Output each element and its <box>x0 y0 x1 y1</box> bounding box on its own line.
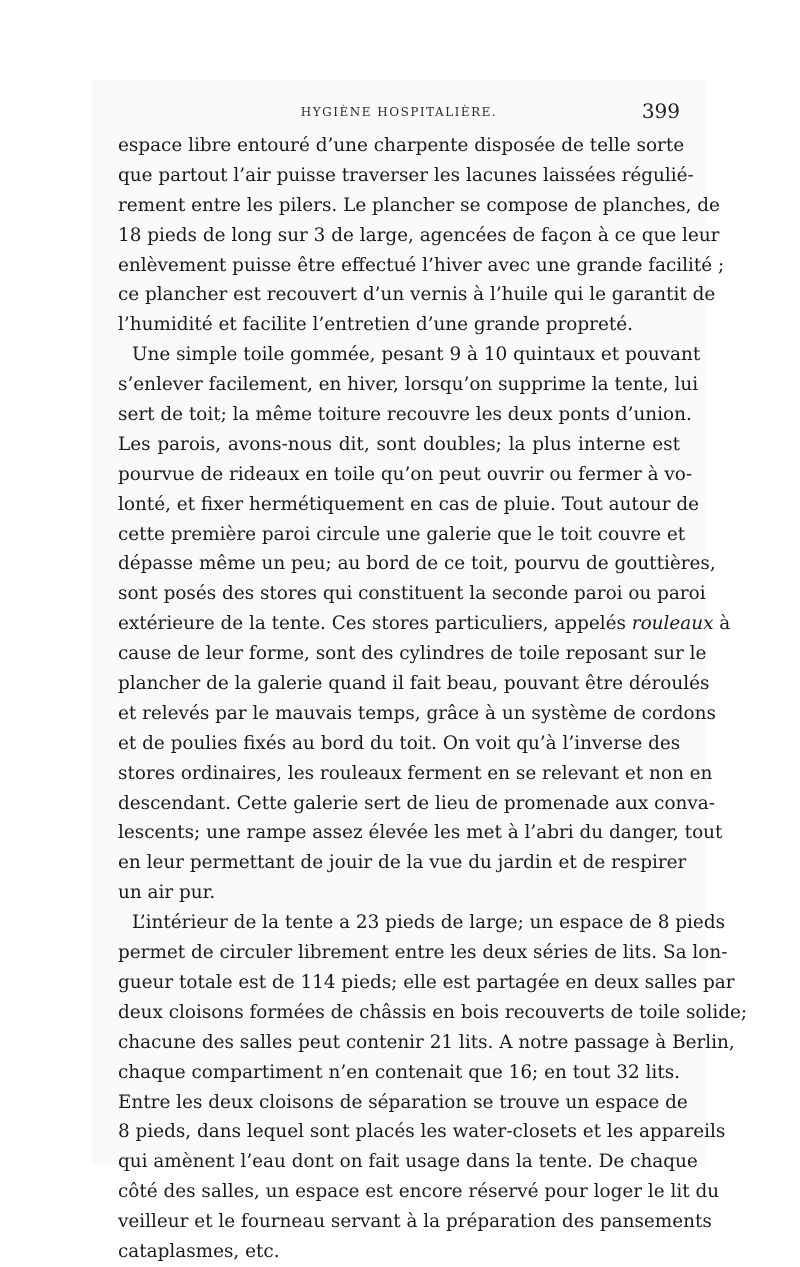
text-line-content: 18 pieds de long sur 3 de large, agencées de façon à ce que leur <box>118 224 720 246</box>
text-line-content: enlèvement puisse être effectué l’hiver avec une grande facilité ; <box>118 254 725 276</box>
text-line <box>118 520 686 550</box>
page-number: 399 <box>641 99 680 123</box>
text-line <box>118 251 725 281</box>
text-line-content: Entre les deux cloisons de séparation se trouve un espace de <box>118 1091 688 1113</box>
text-line-content: Les parois, avons-nous dit, sont doubles; la plus interne est <box>118 433 680 455</box>
text-line-content: sert de toit; la même toiture recouvre les deux ponts d’union. <box>118 404 692 426</box>
text-line <box>118 1088 688 1118</box>
text-line <box>118 818 723 848</box>
text-line <box>118 759 713 789</box>
text-line-content: extérieure de la tente. Ces stores particuliers, appelés <box>118 613 632 635</box>
text-line-content: L’intérieur de la tente a 23 pieds de large; un espace de 8 pieds <box>132 912 726 934</box>
text-line-content: permet de circuler librement entre les deux séries de lits. Sa lon- <box>118 942 728 964</box>
text-line-content: gueur totale est de 114 pieds; elle est partagée en deux salles par <box>118 971 735 993</box>
text-line <box>118 549 716 579</box>
text-line-content: cataplasmes, etc. <box>118 1240 280 1262</box>
text-line <box>118 848 687 878</box>
text-line <box>118 968 735 998</box>
text-line <box>118 609 731 639</box>
text-line <box>118 878 680 908</box>
text-line <box>118 729 680 759</box>
text-line <box>118 460 693 490</box>
italic-term: rouleaux <box>631 613 714 635</box>
text-line-content: chaque compartiment n’en contenait que 16; en tout 32 lits. <box>118 1061 680 1083</box>
text-line <box>118 1147 698 1177</box>
text-line-content: l’humidité et facilite l’entretien d’une grande propreté. <box>118 314 633 336</box>
text-line-content: cause de leur forme, sont des cylindres de toile reposant sur le <box>118 643 707 665</box>
text-line-content: ce plancher est recouvert d’un vernis à l’huile qui le garantit de <box>118 284 716 306</box>
text-line-content: en leur permettant de jouir de la vue du jardin et de respirer <box>118 852 687 874</box>
text-line-content: s’enlever facilement, en hiver, lorsqu’on supprime la tente, lui <box>118 374 699 396</box>
text-line-content: espace libre entouré d’une charpente disposée de telle sorte <box>118 135 685 156</box>
text-line-tail: à <box>713 613 731 635</box>
text-line <box>118 340 701 370</box>
text-line <box>118 310 680 340</box>
text-line-content: et de poulies fixés au bord du toit. On voit qu’à l’inverse des <box>118 732 681 754</box>
text-line <box>118 1028 735 1058</box>
text-line-content: sont posés des stores qui constituent la seconde paroi ou paroi <box>118 583 706 605</box>
text-line-content: un air pur. <box>118 882 216 904</box>
text-line-content: rement entre les pilers. Le plancher se compose de planches, de <box>118 194 720 216</box>
text-line <box>118 161 694 191</box>
text-line <box>118 191 720 221</box>
text-line <box>118 579 706 609</box>
text-line-content: que partout l’air puisse traverser les lacunes laissées régulié- <box>118 164 694 186</box>
text-line <box>118 669 710 699</box>
text-line-content: côté des salles, un espace est encore réservé pour loger le lit du <box>118 1181 720 1203</box>
text-line <box>118 490 700 520</box>
text-line <box>118 639 707 669</box>
text-line <box>118 938 728 968</box>
text-line-content: cette première paroi circule une galerie que le toit couvre et <box>118 523 686 545</box>
text-line <box>118 1177 720 1207</box>
text-line <box>118 1117 726 1147</box>
text-line <box>118 280 716 310</box>
text-line-content: veilleur et le fourneau servant à la préparation des pansements <box>118 1211 712 1233</box>
body-text <box>118 131 748 1267</box>
running-title: HYGIÈNE HOSPITALIÈRE. <box>300 105 498 119</box>
text-line <box>118 221 720 251</box>
text-line-content: plancher de la galerie quand il fait beau, pouvant être déroulés <box>118 673 710 695</box>
text-line <box>118 1237 680 1267</box>
text-line <box>118 998 748 1028</box>
text-line-content: lescents; une rampe assez élevée les met à l’abri du danger, tout <box>118 822 723 844</box>
text-line-content: qui amènent l’eau dont on fait usage dans la tente. De chaque <box>118 1151 698 1173</box>
text-line <box>118 1207 712 1237</box>
text-line-content: lonté, et fixer hermétiquement en cas de pluie. Tout autour de <box>118 493 700 515</box>
running-head <box>118 99 680 125</box>
text-line <box>118 430 680 460</box>
text-line <box>118 699 716 729</box>
text-line-content: descendant. Cette galerie sert de lieu de promenade aux conva- <box>118 792 715 814</box>
text-line-content: 8 pieds, dans lequel sont placés les water-closets et les appareils <box>118 1121 726 1143</box>
text-line-content: deux cloisons formées de châssis en bois recouverts de toile solide; <box>118 1001 748 1023</box>
text-line-content: pourvue de rideaux en toile qu’on peut ouvrir ou fermer à vo- <box>118 463 693 485</box>
text-line <box>118 400 692 430</box>
text-line <box>118 131 685 161</box>
text-line <box>118 1058 680 1088</box>
text-line <box>118 370 699 400</box>
text-line <box>118 908 726 938</box>
text-line-content: dépasse même un peu; au bord de ce toit, pourvu de gouttières, <box>118 553 716 575</box>
text-line-content: et relevés par le mauvais temps, grâce à un système de cordons <box>118 702 716 724</box>
text-line <box>118 789 715 819</box>
text-line-content: Une simple toile gommée, pesant 9 à 10 quintaux et pouvant <box>132 344 701 366</box>
text-line-content: stores ordinaires, les rouleaux ferment en se relevant et non en <box>118 762 713 784</box>
text-line-content: chacune des salles peut contenir 21 lits. A notre passage à Berlin, <box>118 1031 735 1053</box>
